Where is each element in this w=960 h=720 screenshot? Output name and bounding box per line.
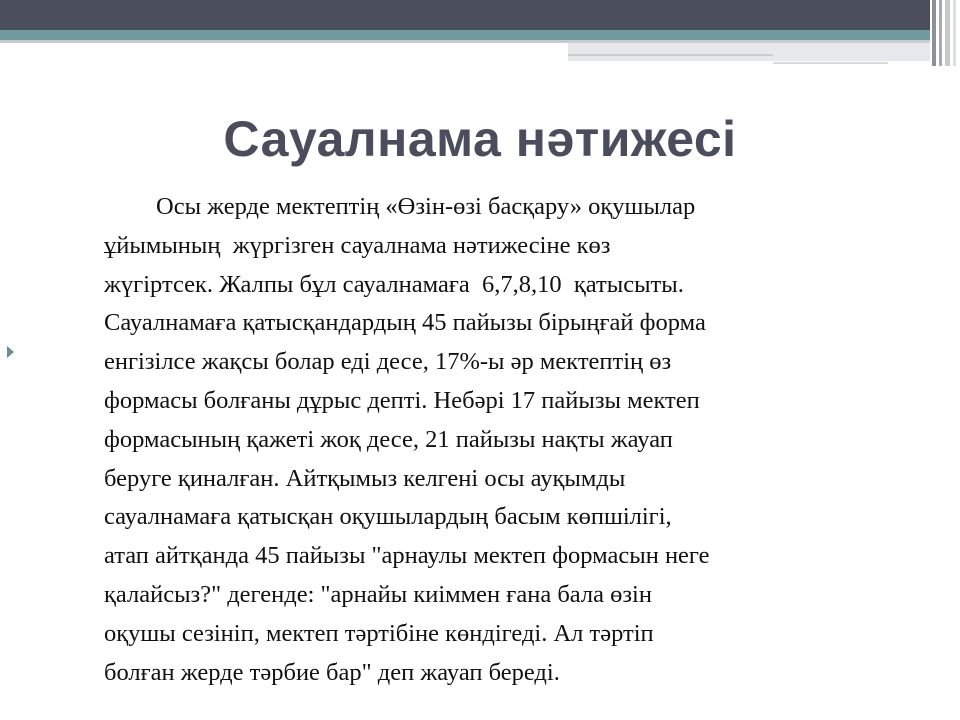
header-band-accent-line [568,54,773,56]
paragraph-line: болған жерде тәрбие бар" деп жауап береді. [104,658,560,686]
paragraph-line: Сауалнамаға қатысқандардың 45 пайызы бірыңғай форма [104,309,706,337]
header-band-teal [0,30,930,40]
paragraph-line: жүгіртсек. Жалпы бұл сауалнамаға 6,7,8,10 қатысыты. [104,270,684,298]
slide-title: Сауалнама нәтижесі [223,111,737,167]
edge-stripe [953,0,956,66]
edge-stripe [945,0,950,66]
paragraph-line: енгізілсе жақсы болар еді десе, 17%-ы әр мектептің өз [104,348,672,376]
paragraph-line: сауалнамаға қатысқан оқушылардың басым көпшілігі, [104,503,672,531]
edge-stripe [939,0,942,66]
paragraph-line: беруге қиналған. Айтқымыз келгені осы ауқымды [104,464,626,492]
edge-stripe [932,0,936,66]
paragraph-line: оқушы сезініп, мектеп тәртібіне көндігеді. Ал тәртіп [104,619,654,647]
paragraph-line: ұйымының жүргізген сауалнама нәтижесіне көз [104,231,611,259]
slide-paragraph [104,188,904,692]
header-band-block [568,43,930,61]
paragraph-line: атап айтқанда 45 пайызы "арнаулы мектеп формасын неге [104,542,710,570]
paragraph-line: формасының қажеті жоқ десе, 21 пайызы нақты жауап [104,425,673,453]
paragraph-line: Осы жерде мектептің «Өзін-өзі басқару» оқушылар [156,193,696,220]
header-band-accent-line-2 [773,62,888,64]
bullet-marker-icon [7,346,14,358]
paragraph-line: қалайсыз?" дегенде: "арнайы киіммен ғана бала өзін [104,580,652,608]
paragraph-line: формасы болғаны дұрыс депті. Небәрі 17 пайызы мектеп [104,386,700,414]
header-band-dark [0,0,930,30]
